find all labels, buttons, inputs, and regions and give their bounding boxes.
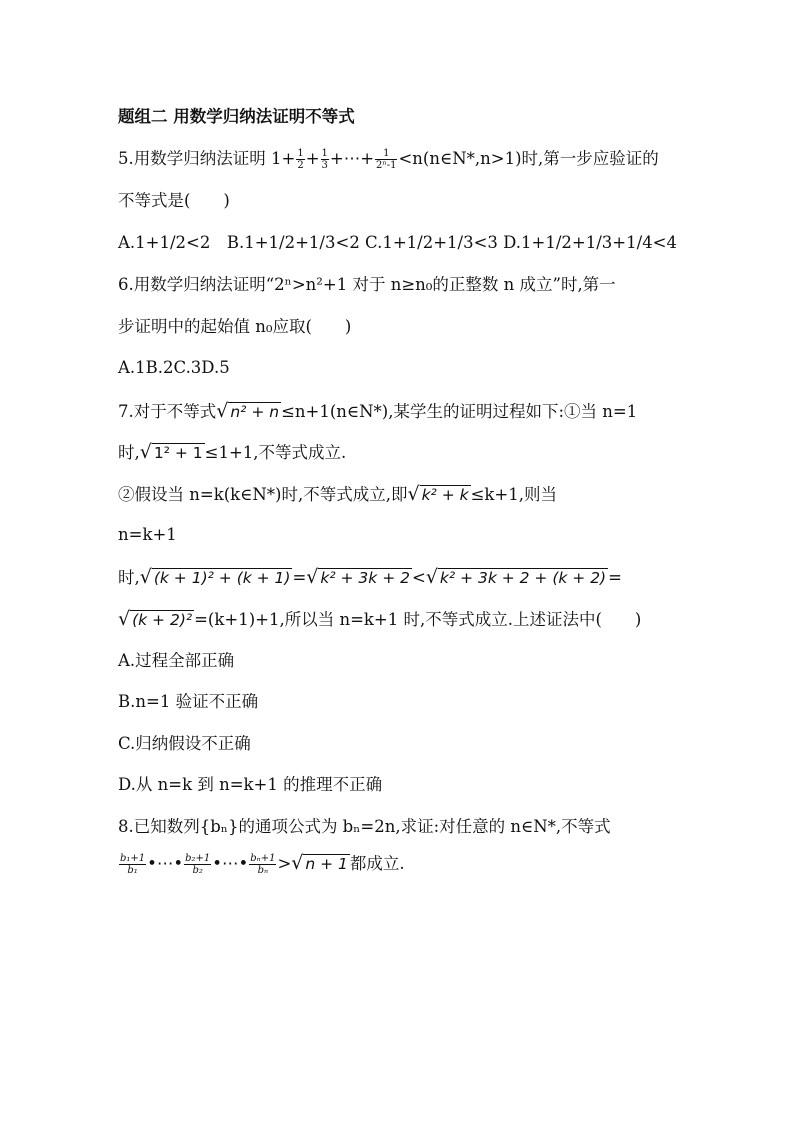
q5-fraction-1: $\frac{1}{2}$ xyxy=(297,148,304,171)
q7-l6-text: =(k+1)+1,所以当 n=k+1 时,不等式成立.上述证法中( ) xyxy=(194,610,642,629)
question-5-options: A.1+1/2<2 B.1+1/2+1/3<2 C.1+1/2+1/3<3 D.1+1/2+1/3+1/4<4 xyxy=(118,233,678,252)
q8-tail: 都成立. xyxy=(349,854,405,873)
question-8-line-2 xyxy=(118,852,405,876)
q5-fraction-3: $\frac{1}{\text{2ⁿ-1}}$ xyxy=(376,148,397,171)
question-7-option-c: C.归纳假设不正确 xyxy=(118,734,251,753)
sqrt-expression-1: √ (k + 1)² + (k + 1) xyxy=(139,566,291,588)
q7-l5-text-a: 时, xyxy=(118,568,140,587)
sqrt-expression-2: √ k² + 3k + 2 xyxy=(306,566,410,588)
question-7-option-d: D.从 n=k 到 n=k+1 的推理不正确 xyxy=(118,775,383,794)
sqrt-n2-plus-n: √ n² + n xyxy=(216,400,280,422)
q8-fraction-2: $\frac{\text{b₂+1}}{\text{b₂}}$ xyxy=(185,853,211,876)
q7-l5-less-than: < xyxy=(411,568,426,587)
question-8-line-1: 8.已知数列{bₙ}的通项公式为 bₙ=2n,求证:对任意的 n∈N*,不等式 xyxy=(118,817,611,836)
q8-product-dots-2: •⋯• xyxy=(212,854,249,873)
question-7-line-2 xyxy=(118,441,346,464)
q5-suffix: <n(n∈N*,n>1)时,第一步应验证的 xyxy=(398,149,659,168)
question-6-options: A.1B.2C.3D.5 xyxy=(118,358,230,377)
question-5-line-2: 不等式是( ) xyxy=(118,191,230,210)
question-7-option-a: A.过程全部正确 xyxy=(118,651,235,670)
question-7-line-3 xyxy=(118,483,557,506)
sqrt-k-plus-2-squared: √ (k + 2)² xyxy=(118,608,193,630)
q5-prefix: 5.用数学归纳法证明 1+ xyxy=(118,149,296,168)
question-7-line-4: n=k+1 xyxy=(118,525,177,544)
question-7-line-5 xyxy=(118,566,622,589)
question-6-line-1: 6.用数学归纳法证明“2ⁿ>n²+1 对于 n≥n₀的正整数 n 成立”时,第一 xyxy=(118,275,616,294)
sqrt-n-plus-1: √ n + 1 xyxy=(291,852,348,874)
q7-l2-text-a: 时, xyxy=(118,443,140,462)
sqrt-expression-3: √ k² + 3k + 2 + (k + 2) xyxy=(425,566,607,588)
q8-fraction-1: $\frac{\text{b₁+1}}{\text{b₁}}$ xyxy=(120,853,146,876)
sqrt-1-squared-plus-1: √ 1² + 1 xyxy=(139,441,203,463)
q5-dots: +⋯+ xyxy=(329,149,375,168)
question-6-line-2: 步证明中的起始值 n₀应取( ) xyxy=(118,317,352,336)
q7-l2-text-b: ≤1+1,不等式成立. xyxy=(204,443,347,462)
q7-l3-text-b: ≤k+1,则当 xyxy=(470,485,557,504)
sqrt-k2-plus-k: √ k² + k xyxy=(407,483,469,505)
q7-l3-text-a: ②假设当 n=k(k∈N*)时,不等式成立,即 xyxy=(118,485,408,504)
question-5-line-1: 5.用数学归纳法证明 1+ $\frac{1}{2}$ + $\frac{1}{3}$ +⋯+ $\frac{1}{\text{2ⁿ-1}}$ <n(n∈N*,n>1)时,第一步应验证的 xyxy=(118,148,659,171)
q5-fraction-2: $\frac{1}{3}$ xyxy=(321,148,328,171)
q8-product-dots-1: •⋯• xyxy=(147,854,184,873)
q7-l5-equals-2: = xyxy=(608,568,622,587)
q8-fraction-n: $\frac{\text{bₙ+1}}{\text{bₙ}}$ xyxy=(250,853,276,876)
q8-greater-than: > xyxy=(277,854,292,873)
question-7-option-b: B.n=1 验证不正确 xyxy=(118,692,259,711)
section-title: 题组二 用数学归纳法证明不等式 xyxy=(118,107,355,126)
q7-l1-text-b: ≤n+1(n∈N*),某学生的证明过程如下:①当 n=1 xyxy=(281,402,638,421)
q7-l5-equals-1: = xyxy=(292,568,307,587)
q7-l1-text-a: 7.对于不等式 xyxy=(118,402,217,421)
question-7-line-1 xyxy=(118,400,637,423)
question-7-line-6 xyxy=(118,608,641,631)
